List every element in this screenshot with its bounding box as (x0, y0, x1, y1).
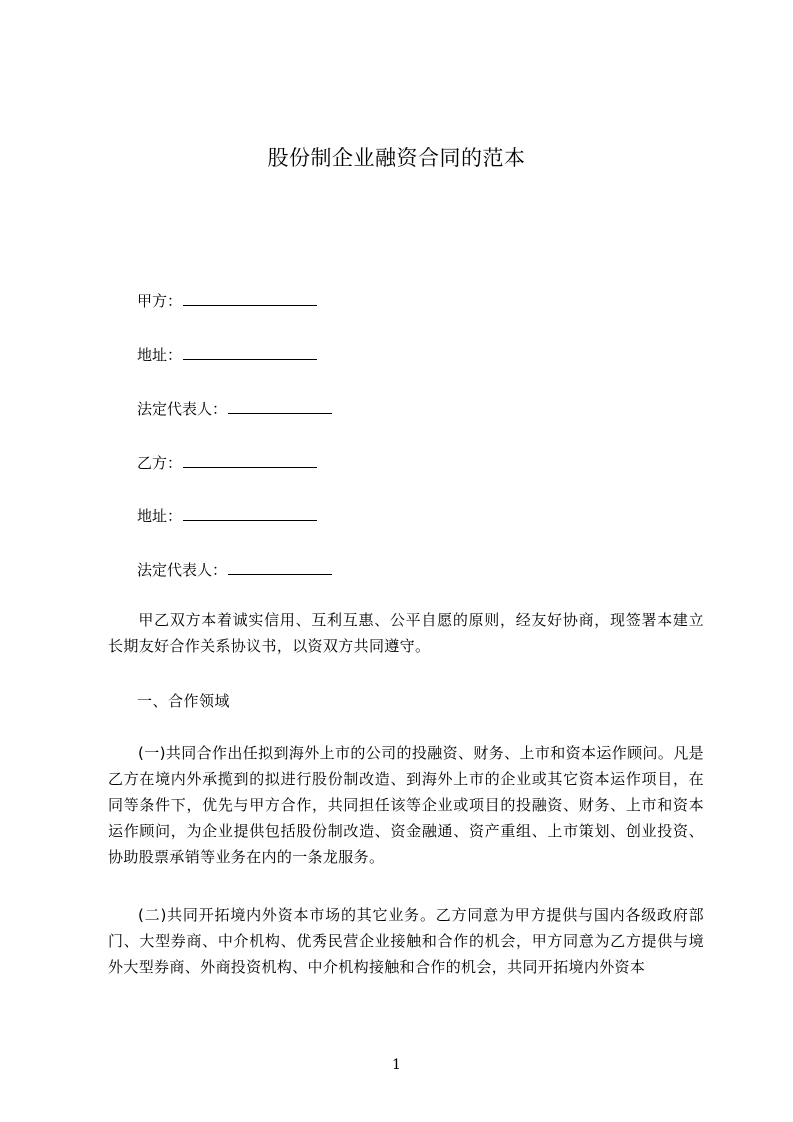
party-a-address-blank (183, 345, 317, 360)
party-a-rep-label: 法定代表人： (137, 400, 228, 418)
party-b-address-label: 地址： (137, 507, 183, 525)
party-b-line (137, 453, 317, 473)
intro-paragraph (108, 607, 704, 659)
clause-one-text: (一)共同合作出任拟到海外上市的公司的投融资、财务、上市和资本运作顾问。凡是乙方在境内外承揽到的拟进行股份制改造、到海外上市的企业或其它资本运作项目，在同等条件下，优先与甲方合作，共同担任该等企业或项目的投融资、财务、上市和资本运作顾问，为企业提供包括股份制改造、资金融通、资产重组、上市策划、创业投资、协助股票承销等业务在内的一条龙服务。 (108, 744, 704, 866)
intro-paragraph-text: 甲乙双方本着诚实信用、互利互惠、公平自愿的原则，经友好协商，现签署本建立长期友好合作关系协议书，以资双方共同遵守。 (108, 611, 704, 655)
party-b-label: 乙方： (137, 454, 183, 472)
page-number: 1 (392, 1057, 401, 1073)
clause-one (108, 740, 704, 870)
party-a-rep-line (137, 399, 332, 419)
document-title: 股份制企业融资合同的范本 (267, 146, 526, 170)
party-b-address-line (137, 506, 317, 526)
section-one-heading: 一、合作领域 (137, 692, 231, 710)
party-a-address-label: 地址： (137, 346, 183, 364)
party-b-rep-line (137, 560, 332, 580)
clause-two (108, 902, 704, 980)
party-a-line (137, 291, 317, 311)
party-a-address-line (137, 345, 317, 365)
party-b-rep-label: 法定代表人： (137, 561, 228, 579)
party-a-blank (183, 291, 317, 306)
party-a-label: 甲方： (137, 292, 183, 310)
clause-two-text: (二)共同开拓境内外资本市场的其它业务。乙方同意为甲方提供与国内各级政府部门、大型券商、中介机构、优秀民营企业接触和合作的机会，甲方同意为乙方提供与境外大型券商、外商投资机构、中介机构接触和合作的机会，共同开拓境内外资本 (108, 906, 704, 976)
party-a-rep-blank (228, 399, 332, 414)
party-b-address-blank (183, 506, 317, 521)
party-b-blank (183, 453, 317, 468)
party-b-rep-blank (228, 560, 332, 575)
